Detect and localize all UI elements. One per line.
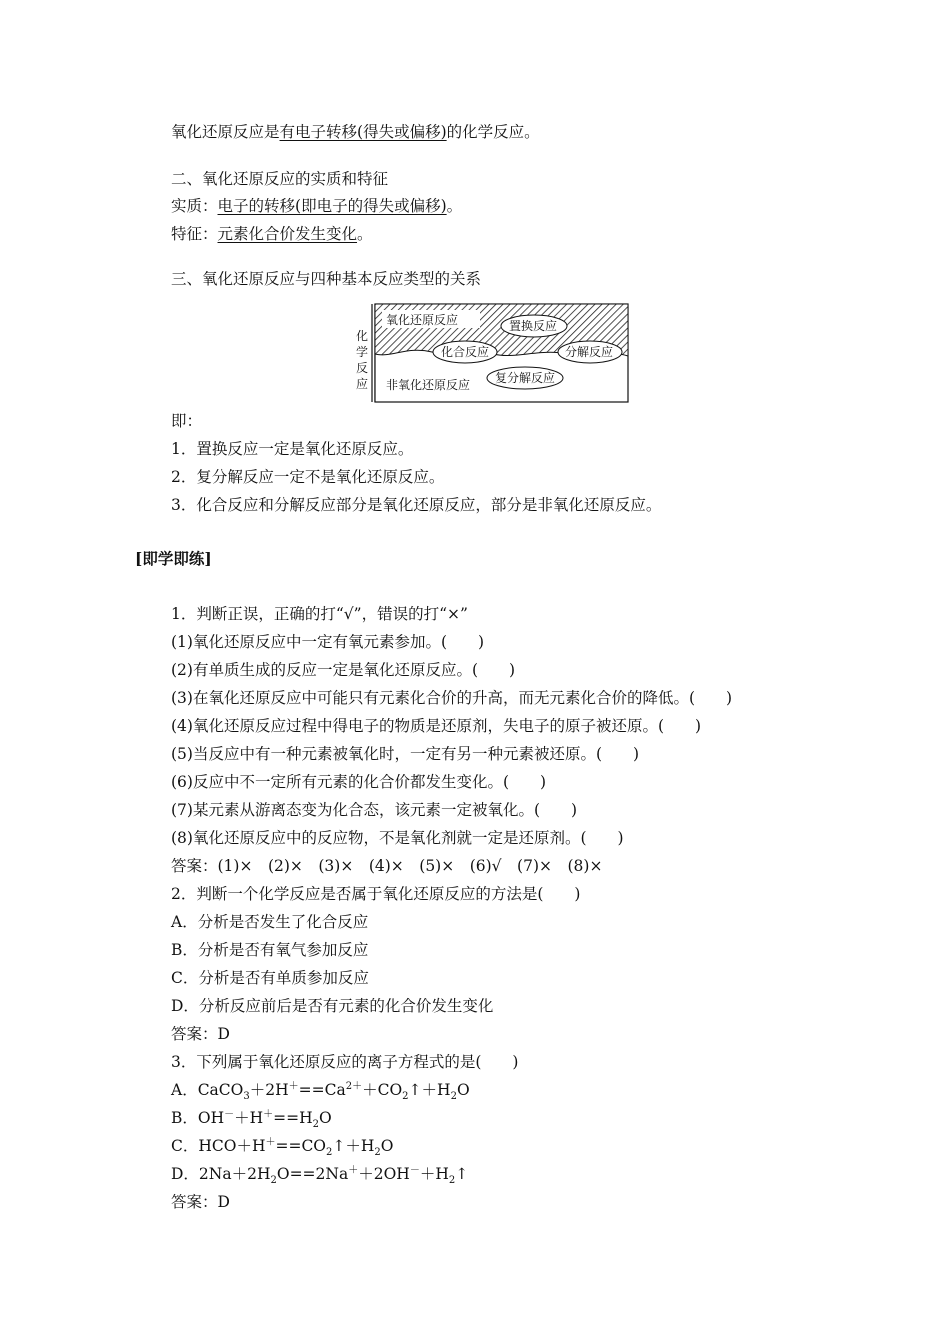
q3d-p4: ＋H (419, 1165, 449, 1183)
q1-answer: 答案：(1)× (2)× (3)× (4)× (5)× (6)√ (7)× (8)× (171, 857, 603, 875)
double-decomposition-label: 复分解反应 (495, 371, 556, 385)
essence-value: 电子的转移(即电子的得失或偏移) (217, 197, 447, 215)
q1-item-8: (8)氧化还原反应中的反应物，不是氧化剂就一定是还原剂。( ) (171, 829, 624, 847)
q3-option-a (171, 1076, 840, 1104)
side-label-2: 学 (356, 345, 369, 359)
q3d-s2: ＋ (348, 1164, 359, 1176)
feature-line (171, 224, 373, 244)
redox-label: 氧化还原反应 (386, 313, 459, 327)
intro-tail: 的化学反应。 (446, 123, 540, 141)
q2-option-b: B．分析是否有氧气参加反应 (171, 941, 369, 959)
feature-end: 。 (357, 225, 373, 243)
feature-value: 元素化合价发生变化 (217, 225, 358, 243)
q3b-s1: － (224, 1108, 235, 1120)
q3b-p2: ＋H (234, 1109, 264, 1127)
q3c-p3: ↑＋H (332, 1137, 375, 1155)
q3d-p1: D．2Na＋2H (171, 1165, 271, 1183)
decomposition-label: 分解反应 (565, 345, 614, 359)
point-2: 2．复分解反应一定不是氧化还原反应。 (171, 468, 445, 486)
feature-label: 特征： (171, 225, 218, 243)
nonredox-label: 非氧化还原反应 (386, 378, 471, 392)
q3c-s3: 2 (374, 1147, 381, 1159)
q3d-p2: O==2Na (276, 1165, 349, 1183)
q3d-p3: ＋2OH (358, 1165, 410, 1183)
reaction-relationship-diagram (344, 300, 632, 406)
q3-option-c (171, 1132, 840, 1160)
essence-line (171, 196, 462, 216)
q3d-s3: － (409, 1164, 420, 1176)
q3d-s1: 2 (270, 1175, 277, 1187)
q1-item-3: (3)在氧化还原反应中可能只有元素化合价的升高，而无元素化合价的降低。( ) (171, 689, 733, 707)
point-3: 3．化合反应和分解反应部分是氧化还原反应，部分是非氧化还原反应。 (171, 496, 662, 514)
q1-item-4: (4)氧化还原反应过程中得电子的物质是还原剂，失电子的原子被还原。( ) (171, 717, 702, 735)
intro-lead: 氧化还原反应是 (171, 123, 280, 141)
q3b-s3: 2 (312, 1119, 320, 1131)
q3b-p3: ==H (273, 1109, 313, 1127)
q1-stem: 1．判断正误，正确的打“√”，错误的打“×” (171, 605, 468, 623)
q3a-p6: O (456, 1081, 470, 1099)
q3-option-b (171, 1104, 840, 1132)
q2-option-c: C．分析是否有单质参加反应 (171, 969, 369, 987)
side-label-1: 化 (356, 329, 369, 343)
q3c-p2: ==CO (275, 1137, 327, 1155)
intro-underlined: 有电子转移(得失或偏移) (279, 123, 447, 141)
section3-heading: 三、氧化还原反应与四种基本反应类型的关系 (171, 270, 482, 288)
displacement-label: 置换反应 (509, 319, 558, 333)
ie-label: 即： (171, 412, 203, 430)
side-label-3: 反 (356, 361, 369, 375)
intro-line (171, 122, 540, 142)
q2-option-a: A．分析是否发生了化合反应 (171, 913, 369, 931)
q3b-p4: O (319, 1109, 332, 1127)
q3a-s4: 2 (402, 1091, 409, 1103)
q3-answer: 答案：D (171, 1193, 230, 1211)
q3c-p1: C．HCO＋H (171, 1137, 266, 1155)
q3a-s3: 2＋ (345, 1080, 363, 1092)
q1-item-6: (6)反应中不一定所有元素的化合价都发生变化。( ) (171, 773, 547, 791)
q3c-s1: ＋ (265, 1136, 276, 1148)
q3b-s2: ＋ (263, 1108, 274, 1120)
side-label-4: 应 (356, 377, 369, 391)
q3b-p1: B．OH (171, 1109, 225, 1127)
q3-option-d (171, 1160, 840, 1188)
q3c-p4: O (380, 1137, 394, 1155)
q3a-s5: 2 (450, 1091, 457, 1103)
q2-option-d: D．分析反应前后是否有元素的化合价发生变化 (171, 997, 494, 1015)
q2-stem: 2．判断一个化学反应是否属于氧化还原反应的方法是( ) (171, 885, 581, 903)
q3d-p5: ↑ (455, 1165, 469, 1183)
q3a-p1: A．CaCO (171, 1081, 244, 1099)
q3a-s2: ＋ (288, 1080, 299, 1092)
questions-block (171, 600, 840, 1216)
q1-item-7: (7)某元素从游离态变为化合态，该元素一定被氧化。( ) (171, 801, 578, 819)
section2-heading: 二、氧化还原反应的实质和特征 (171, 170, 389, 188)
essence-label: 实质： (171, 197, 218, 215)
point-1: 1．置换反应一定是氧化还原反应。 (171, 440, 414, 458)
q3c-s2: 2 (326, 1147, 333, 1159)
q3-stem: 3．下列属于氧化还原反应的离子方程式的是( ) (171, 1053, 519, 1071)
combination-label: 化合反应 (441, 345, 490, 359)
q2-answer: 答案：D (171, 1025, 230, 1043)
practice-heading: [即学即练] (135, 549, 212, 568)
q3a-s1: 3 (243, 1091, 250, 1103)
q1-item-1: (1)氧化还原反应中一定有氧元素参加。( ) (171, 633, 485, 651)
q3a-p2: ＋2H (249, 1081, 289, 1099)
essence-end: 。 (446, 197, 463, 215)
q3a-p4: ＋CO (362, 1081, 403, 1099)
q3a-p3: ==Ca (298, 1081, 346, 1099)
q1-item-5: (5)当反应中有一种元素被氧化时，一定有另一种元素被还原。( ) (171, 745, 640, 763)
q1-item-2: (2)有单质生成的反应一定是氧化还原反应。( ) (171, 661, 516, 679)
q3d-s4: 2 (448, 1175, 456, 1187)
q3a-p5: ↑＋H (408, 1081, 451, 1099)
